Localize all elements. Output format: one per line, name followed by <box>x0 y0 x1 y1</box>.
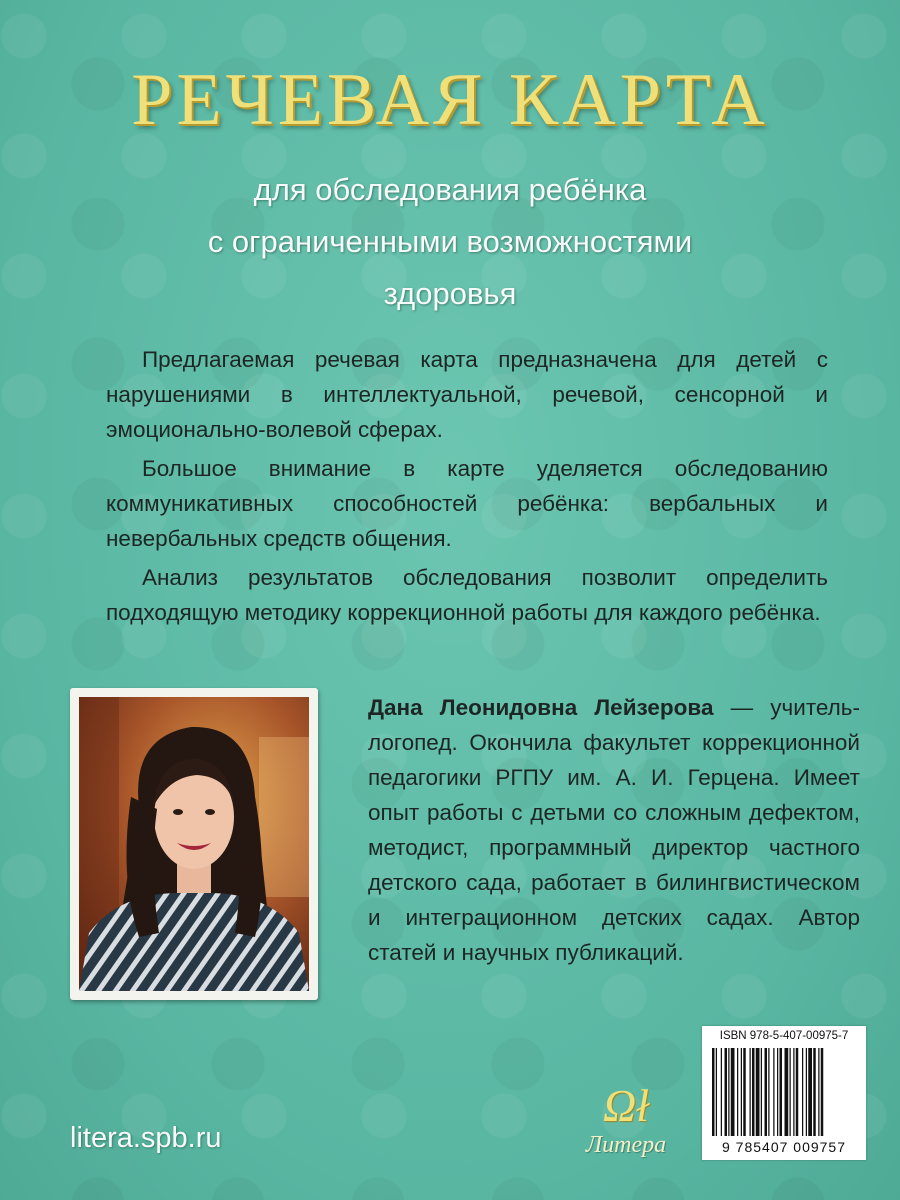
annotation-paragraph: Анализ результатов обследования позволит определить подходящую методику коррекционной работы для каждого ребёнка. <box>106 565 828 625</box>
author-name: Дана Леонидовна Лейзерова <box>368 695 714 720</box>
author-photo <box>70 688 318 1000</box>
author-description: — учитель-логопед. Окончила факультет коррекционной педагогики РГПУ им. А. И. Герцена. Имеет опыт работы с детьми со сложным дефектом, методист, программный директор частного детского сада, работает в билингвистическом и интеграционном детских садах. Автор статей и научных публикаций. <box>368 695 860 965</box>
annotation-text <box>106 342 828 634</box>
barcode-icon <box>710 1048 858 1138</box>
book-subtitle <box>0 164 900 320</box>
barcode-block <box>702 1026 866 1160</box>
publisher-website: litera.spb.ru <box>70 1122 222 1154</box>
author-bio <box>368 690 860 970</box>
subtitle-line: с ограниченными возможностями <box>207 224 693 259</box>
book-title: РЕЧЕВАЯ КАРТА <box>131 59 769 141</box>
publisher-logo <box>570 1080 682 1170</box>
publisher-name: Литера <box>585 1132 667 1158</box>
barcode-digits: 9 785407 009757 <box>722 1139 846 1155</box>
publisher-emblem-icon: Ωł <box>602 1080 650 1131</box>
subtitle-line: здоровья <box>383 276 517 311</box>
annotation-paragraph: Предлагаемая речевая карта предназначена для детей с нарушениями в интеллектуальной, речевой, сенсорной и эмоционально-волевой сферах. <box>106 347 828 442</box>
author-portrait-image <box>79 697 309 991</box>
isbn-label: ISBN 978-5-407-00975-7 <box>719 1030 849 1042</box>
subtitle-line: для обследования ребёнка <box>253 172 647 207</box>
annotation-paragraph: Большое внимание в карте уделяется обследованию коммуникативных способностей ребёнка: вербальных и невербальных средств общения. <box>106 456 828 551</box>
